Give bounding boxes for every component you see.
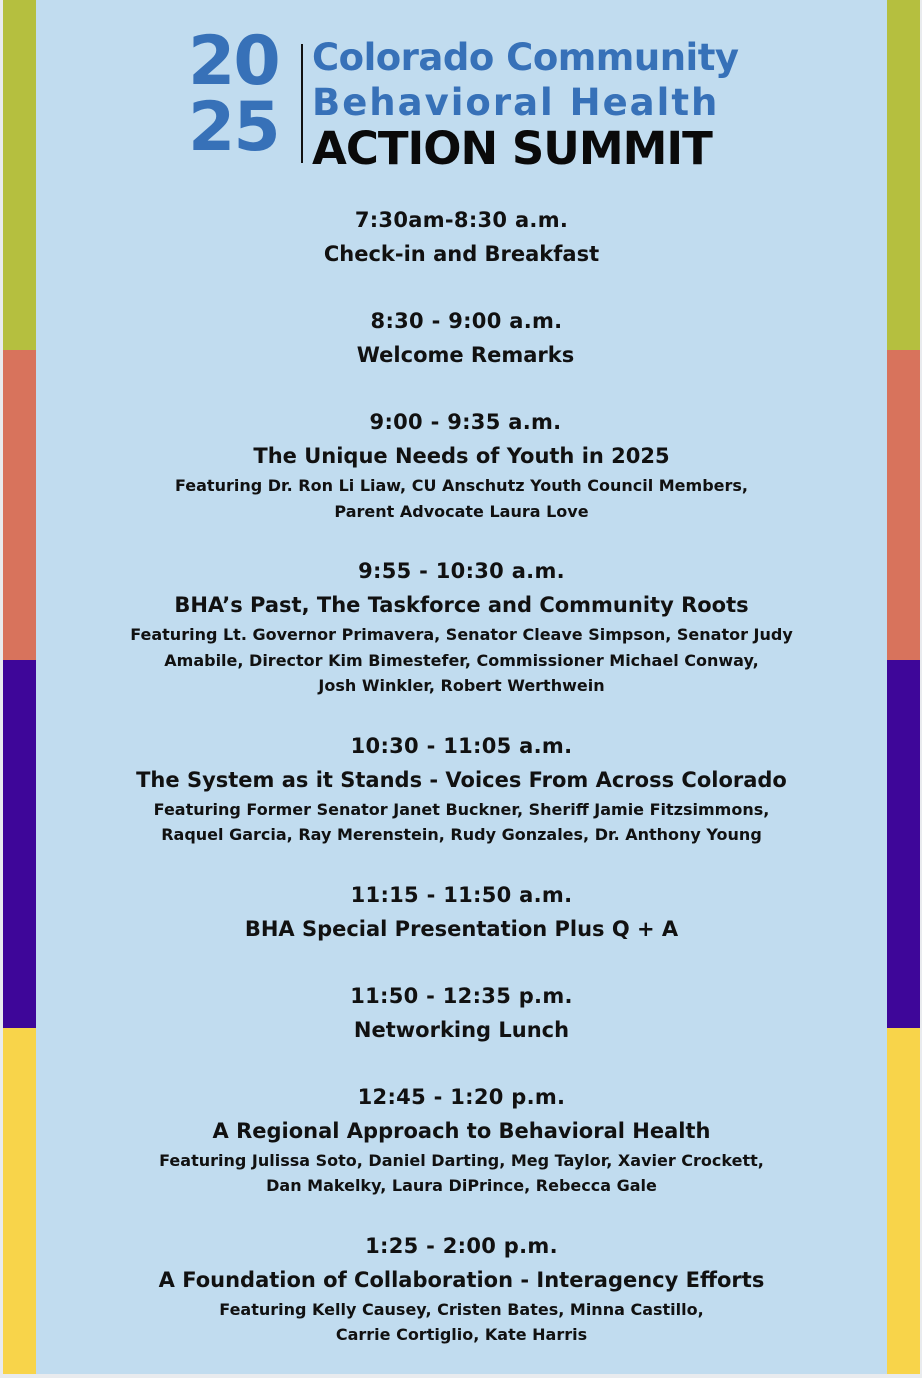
session-time: 12:45 - 1:20 p.m. xyxy=(357,1084,566,1109)
session-title: The System as it Stands - Voices From Across Colorado xyxy=(136,767,787,792)
session-speakers-line: Featuring Kelly Causey, Cristen Bates, Minna Castillo, xyxy=(219,1299,704,1319)
session-speakers-line: Carrie Cortiglio, Kate Harris xyxy=(335,1325,588,1344)
strip-segment-yellow xyxy=(3,1028,36,1374)
session-time: 11:15 - 11:50 a.m. xyxy=(350,882,573,907)
strip-segment-coral xyxy=(3,350,36,660)
session-time: 9:55 - 10:30 a.m. xyxy=(358,559,565,583)
agenda-schedule xyxy=(36,203,887,1348)
session-title: A Foundation of Collaboration - Interagency Efforts xyxy=(158,1267,765,1292)
session-speakers-line: Parent Advocate Laura Love xyxy=(334,501,589,521)
session-time: 11:50 - 12:35 p.m. xyxy=(350,983,573,1008)
session-speakers-line: Featuring Julissa Soto, Daniel Darting, Meg Taylor, Xavier Crockett, xyxy=(159,1150,764,1170)
session-title: BHA’s Past, The Taskforce and Community Roots xyxy=(174,593,749,617)
session-title: Welcome Remarks xyxy=(356,343,575,367)
strip-segment-purple xyxy=(3,660,36,1028)
logo-year-bottom: 25 xyxy=(188,88,279,167)
session-speakers-line: Raquel Garcia, Ray Merenstein, Rudy Gonzales, Dr. Anthony Young xyxy=(161,825,762,844)
logo-line-1: Colorado Community xyxy=(312,36,739,79)
strip-segment-yellow xyxy=(887,1028,920,1374)
session-collaboration xyxy=(36,1229,887,1348)
strip-segment-green xyxy=(887,0,920,350)
session-speakers-line: Amabile, Director Kim Bimestefer, Commissioner Michael Conway, xyxy=(164,650,759,670)
logo-line-2: Behavioral Health xyxy=(312,81,720,124)
session-title: A Regional Approach to Behavioral Health xyxy=(212,1118,711,1143)
session-bha-special xyxy=(36,878,887,946)
session-time: 10:30 - 11:05 a.m. xyxy=(350,733,573,758)
session-regional xyxy=(36,1080,887,1199)
session-time: 8:30 - 9:00 a.m. xyxy=(370,309,563,333)
left-color-strip xyxy=(3,0,36,1374)
session-title: BHA Special Presentation Plus Q + A xyxy=(244,916,679,941)
session-title: The Unique Needs of Youth in 2025 xyxy=(253,444,670,468)
agenda-page xyxy=(3,0,919,1374)
session-title: Check-in and Breakfast xyxy=(323,242,600,266)
session-speakers-line: Dan Makelky, Laura DiPrince, Rebecca Gale xyxy=(266,1176,657,1195)
session-speakers-line: Featuring Dr. Ron Li Liaw, CU Anschutz Youth Council Members, xyxy=(175,476,748,495)
summit-logo xyxy=(188,22,758,175)
session-lunch xyxy=(36,979,887,1047)
session-speakers-line: Featuring Lt. Governor Primavera, Senator Cleave Simpson, Senator Judy xyxy=(130,625,793,644)
session-welcome xyxy=(36,304,887,372)
logo-year xyxy=(188,22,279,167)
logo-line-3: ACTION SUMMIT xyxy=(312,122,712,175)
strip-segment-purple xyxy=(887,660,920,1028)
session-speakers-line: Featuring Former Senator Janet Buckner, Sheriff Jamie Fitzsimmons, xyxy=(153,799,770,819)
session-speakers-line: Josh Winkler, Robert Werthwein xyxy=(318,676,605,695)
session-time: 7:30am-8:30 a.m. xyxy=(354,208,569,232)
session-bha-past xyxy=(36,554,887,699)
strip-segment-green xyxy=(3,0,36,350)
logo-year-top: 20 xyxy=(188,22,279,101)
session-title: Networking Lunch xyxy=(353,1017,570,1042)
logo-divider xyxy=(301,44,303,163)
session-time: 1:25 - 2:00 p.m. xyxy=(365,1233,558,1258)
right-color-strip xyxy=(887,0,920,1374)
session-checkin xyxy=(36,203,887,271)
strip-segment-coral xyxy=(887,350,920,660)
session-system xyxy=(36,729,887,848)
session-youth xyxy=(36,405,887,524)
session-time: 9:00 - 9:35 a.m. xyxy=(369,410,562,434)
